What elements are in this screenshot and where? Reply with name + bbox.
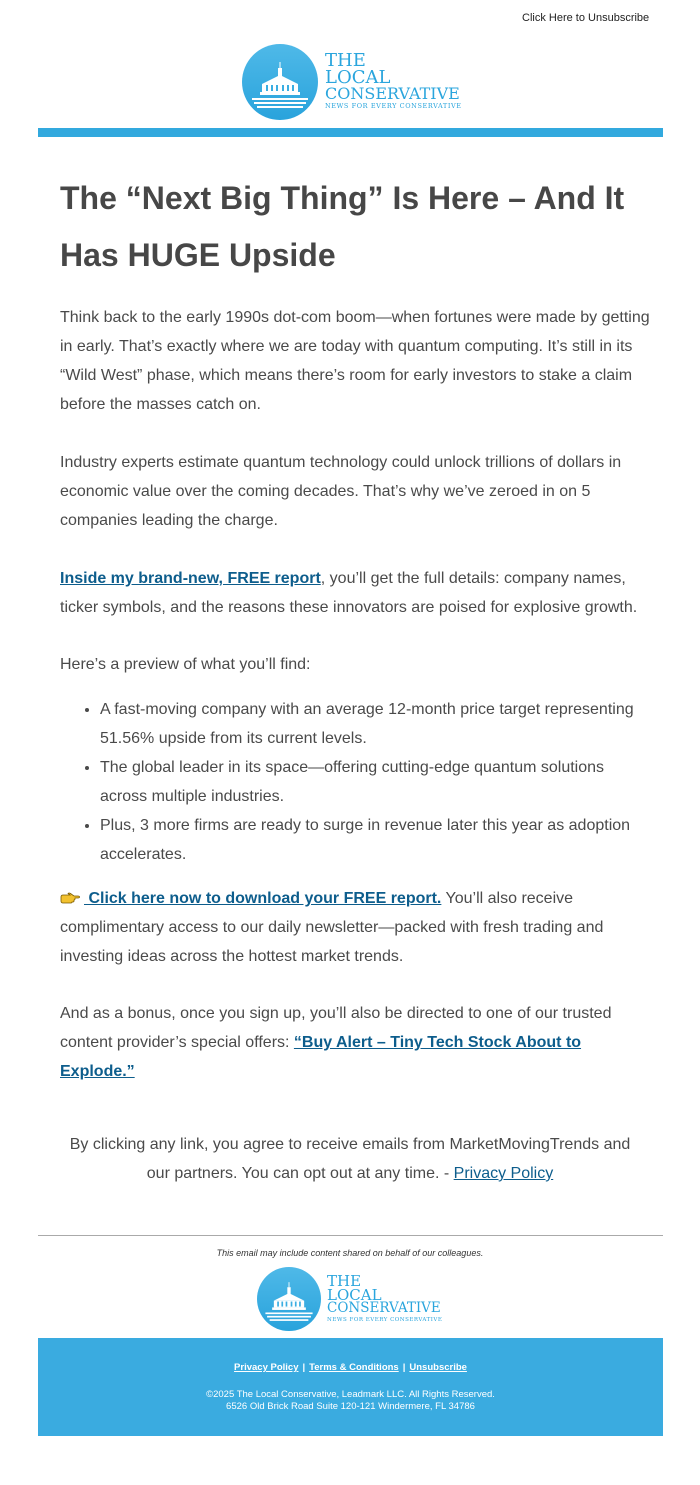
cta-text: You’ll also receive complimentary access to our daily newsletter—packed with fresh trading and investing ideas across the hottest market trends. — [60, 890, 604, 965]
footer-brand-logo — [257, 1267, 452, 1333]
brand-line-3: CONSERVATIVE — [327, 1300, 441, 1316]
download-report-link[interactable]: Click here now to download your FREE report. — [84, 890, 442, 907]
privacy-policy-link[interactable]: Privacy Policy — [453, 1165, 554, 1182]
footer-privacy-link[interactable]: Privacy Policy — [234, 1362, 299, 1373]
preview-list — [60, 695, 650, 869]
brand-line-1: THE — [327, 1272, 362, 1290]
footer-terms-link[interactable]: Terms & Conditions — [309, 1362, 399, 1373]
report-link[interactable]: Inside my brand-new, FREE report — [60, 570, 321, 587]
header-divider-bar — [38, 128, 663, 137]
paragraph-industry: Industry experts estimate quantum technology could unlock trillions of dollars in economic value over the coming decades. That’s why we’ve zeroed in on 5 companies leading the charge. — [60, 454, 622, 529]
list-item: • Plus, 3 more firms are ready to surge in revenue later this year as adoption accelerates. — [100, 811, 650, 869]
capitol-emblem-icon — [242, 44, 318, 120]
list-item: • The global leader in its space—offering cutting-edge quantum solutions across multiple industries. — [100, 753, 650, 811]
footer-links — [38, 1362, 663, 1373]
bonus-offer-link[interactable]: “Buy Alert – Tiny Tech Stock About to Explode.” — [60, 1034, 582, 1080]
paragraph-bonus — [60, 999, 650, 1086]
brand-line-2: LOCAL — [325, 67, 391, 88]
capitol-emblem-icon — [257, 1267, 321, 1331]
unsubscribe-link-top[interactable]: Click Here to Unsubscribe — [522, 12, 650, 24]
bonus-text: And as a bonus, once you sign up, you’ll also be directed to one of our trusted content provider’s special offers: — [60, 1005, 612, 1051]
brand-line-1: THE — [325, 50, 366, 71]
brand-tagline: NEWS FOR EVERY CONSERVATIVE — [327, 1317, 443, 1323]
article-body — [60, 170, 645, 284]
footer-unsubscribe-link[interactable]: Unsubscribe — [409, 1362, 467, 1373]
paragraph-intro: Think back to the early 1990s dot-com boom—when fortunes were made by getting in early. That’s exactly where we are today with quantum computing. It’s still in its “Wild West” phase, which means there’s room for early investors to stake a claim before the masses catch on. — [60, 309, 650, 413]
report-text: , you’ll get the full details: company names, ticker symbols, and the reasons these innovators are poised for explosive growth. — [60, 570, 638, 616]
address-text: 6526 Old Brick Road Suite 120-121 Windermere, FL 34786 — [226, 1401, 475, 1412]
list-item: • A fast-moving company with an average 12-month price target representing 51.56% upside from its current levels. — [100, 695, 650, 753]
paragraph-cta — [60, 884, 650, 971]
brand-tagline: NEWS FOR EVERY CONSERVATIVE — [325, 102, 462, 110]
paragraph-report — [60, 564, 650, 622]
consent-text: By clicking any link, you agree to receive emails from MarketMovingTrends and our partners. You can opt out at any time. - — [69, 1136, 631, 1182]
paragraph-preview-intro: Here’s a preview of what you’ll find: — [60, 656, 311, 673]
consent-notice — [60, 1130, 640, 1188]
footer-separator: | — [402, 1362, 406, 1373]
footer-bar — [38, 1338, 663, 1436]
footer-separator: | — [302, 1362, 306, 1373]
pointing-hand-icon — [60, 885, 80, 897]
brand-line-3: CONSERVATIVE — [325, 84, 460, 103]
brand-logo — [242, 44, 464, 122]
shared-content-note: This email may include content shared on behalf of our colleagues. — [216, 1248, 484, 1258]
footer-divider — [38, 1235, 663, 1236]
copyright-text: ©2025 The Local Conservative, Leadmark LLC. All Rights Reserved. — [206, 1389, 495, 1400]
article-title: The “Next Big Thing” Is Here – And It Has HUGE Upside — [60, 180, 625, 273]
brand-line-2: LOCAL — [327, 1286, 382, 1304]
footer-legal — [38, 1389, 663, 1413]
